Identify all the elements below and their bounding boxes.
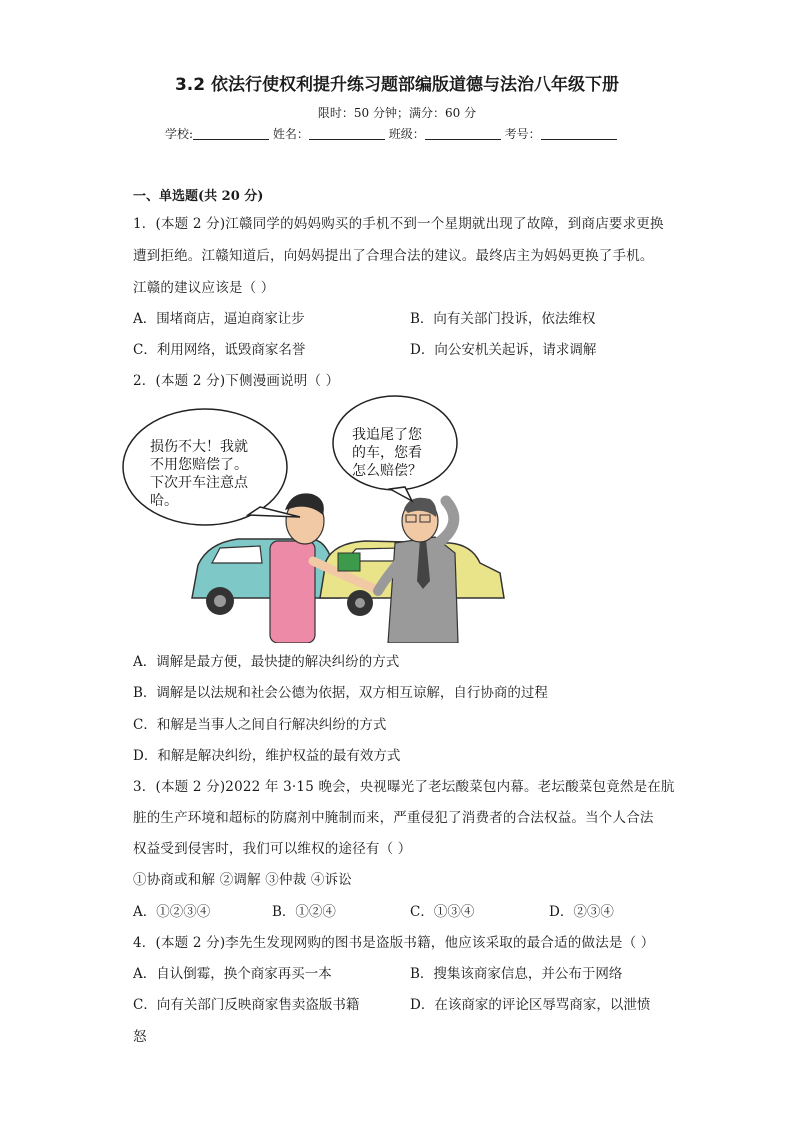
right-bubble-line: 的车，您看 (352, 445, 422, 461)
left-bubble-line: 下次开车注意点 (150, 475, 248, 491)
q4-option-b[interactable]: B．搜集该商家信息，并公布于网络 (410, 966, 623, 982)
q1-stem-line: 遭到拒绝。江赣知道后，向妈妈提出了合理合法的建议。最终店主为妈妈更换了手机。 (133, 248, 654, 264)
right-speech-bubble (333, 396, 457, 501)
q1-option-c[interactable]: C．利用网络，诋毁商家名誉 (133, 342, 306, 358)
q3-option-a[interactable]: A．①②③④ (133, 904, 211, 920)
q3-stem-line: 脏的生产环境和超标的防腐剂中腌制而来，严重侵犯了消费者的合法权益。当个人合法 (133, 810, 654, 826)
page-title: 3.2 依法行使权利提升练习题部编版道德与法治八年级下册 (174, 75, 620, 95)
q2-option-c[interactable]: C．和解是当事人之间自行解决纠纷的方式 (133, 717, 387, 733)
q1-option-b[interactable]: B．向有关部门投诉，依法维权 (410, 311, 596, 327)
class-field[interactable] (425, 126, 501, 140)
q3-option-d[interactable]: D．②③④ (549, 904, 614, 920)
section-heading: 一、单选题(共 20 分) (133, 189, 264, 204)
q2-option-a[interactable]: A．调解是最方便，最快捷的解决纠纷的方式 (133, 654, 400, 670)
left-car-image (192, 539, 340, 615)
name-label: 姓名： (272, 127, 309, 141)
left-speech-bubble (123, 409, 300, 525)
left-bubble-line: 不用您赔偿了。 (150, 457, 248, 473)
class-label: 班级： (388, 127, 425, 141)
comic-illustration (120, 393, 540, 643)
q3-stem-line: 3．(本题 2 分)2022 年 3·15 晚会，央视曝光了老坛酸菜包内幕。老坛酸菜包竟然是在肮 (133, 779, 675, 795)
school-field[interactable] (193, 126, 269, 140)
number-field[interactable] (541, 126, 617, 140)
q1-stem-line: 江赣的建议应该是（ ） (133, 280, 275, 296)
q2-option-d[interactable]: D．和解是解决纠纷，维护权益的最有效方式 (133, 748, 401, 764)
q3-choice-items: ①协商或和解 ②调解 ③仲裁 ④诉讼 (133, 872, 352, 888)
student-info-fields (165, 125, 617, 142)
left-bubble-line: 损伤不大！我就 (150, 439, 248, 455)
q3-stem-line: 权益受到侵害时，我们可以维权的途径有（ ） (133, 841, 412, 857)
q1-stem-line: 1．(本题 2 分)江赣同学的妈妈购买的手机不到一个星期就出现了故障，到商店要求更换 (133, 216, 664, 232)
q4-option-c[interactable]: C．向有关部门反映商家售卖盗版书籍 (133, 997, 360, 1013)
q1-option-a[interactable]: A．围堵商店，逼迫商家让步 (133, 311, 305, 327)
right-bubble-line: 我追尾了您 (352, 427, 422, 443)
q2-stem: 2．(本题 2 分)下侧漫画说明（ ） (133, 373, 340, 389)
q4-option-d-continuation: 怒 (133, 1029, 147, 1045)
q4-stem: 4．(本题 2 分)李先生发现网购的图书是盗版书籍，他应该采取的最合适的做法是（ ） (133, 935, 655, 951)
school-label: 学校: (165, 127, 194, 141)
left-bubble-line: 哈。 (150, 493, 178, 509)
q4-option-d[interactable]: D．在该商家的评论区辱骂商家，以泄愤 (410, 997, 651, 1013)
right-bubble-line: 怎么赔偿？ (352, 463, 422, 479)
q3-option-c[interactable]: C．①③④ (410, 904, 475, 920)
q1-option-d[interactable]: D．向公安机关起诉，请求调解 (410, 342, 597, 358)
q2-option-b[interactable]: B．调解是以法规和社会公德为依据，双方相互谅解，自行协商的过程 (133, 685, 548, 701)
time-score-info: 限时：50 分钟；满分：60 分 (317, 106, 477, 120)
number-label: 考号： (504, 127, 541, 141)
name-field[interactable] (309, 126, 385, 140)
q4-option-a[interactable]: A．自认倒霉，换个商家再买一本 (133, 966, 332, 982)
q3-option-b[interactable]: B．①②④ (272, 904, 336, 920)
businessman-figure (378, 498, 458, 643)
